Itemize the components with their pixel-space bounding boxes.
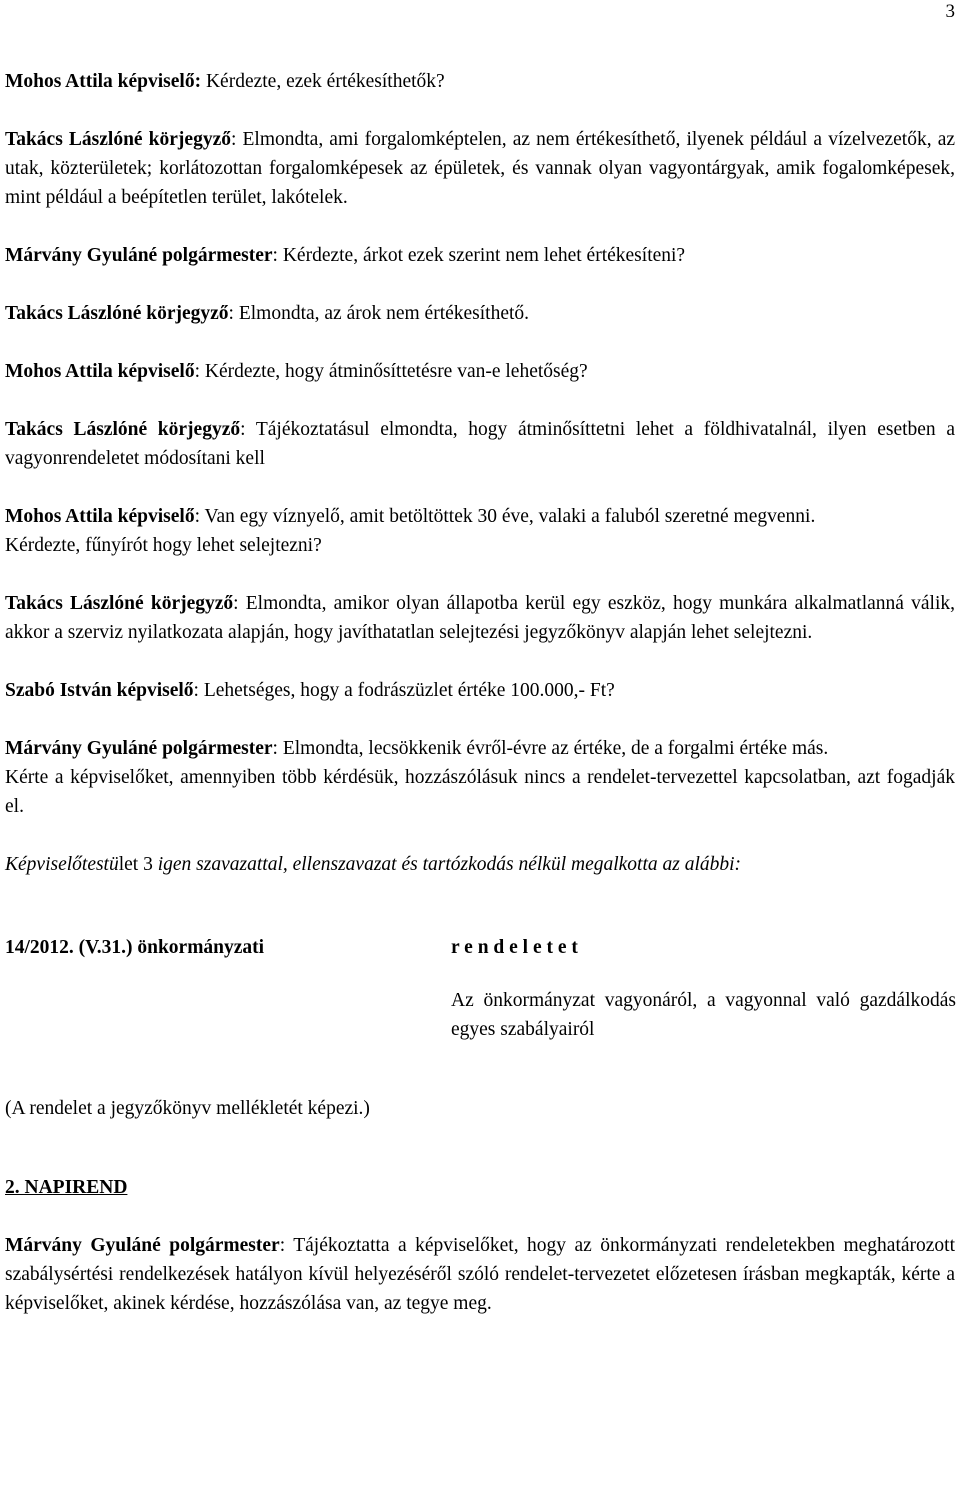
statement: : Kérdezte, hogy átminősíttetésre van-e lehetőség? (194, 361, 588, 382)
statement: : Elmondta, az árok nem értékesíthető. (228, 303, 530, 324)
speaker: Márvány Gyuláné polgármester (5, 738, 273, 759)
paragraph-1 (5, 67, 955, 96)
statement: : Kérdezte, árkot ezek szerint nem lehet értékesíteni? (272, 245, 686, 266)
statement: : Elmondta, lecsökkenik évről-évre az értéke, de a forgalmi értéke más. (272, 738, 829, 759)
speaker: Márvány Gyuláné polgármester (5, 245, 273, 266)
resolution-part-2: let 3 (118, 854, 158, 875)
paragraph-8 (5, 589, 955, 647)
decree-heading (5, 933, 955, 962)
page-number: 3 (945, 1, 955, 22)
statement: : Van egy víznyelő, amit betöltöttek 30 éve, valaki a faluból szeretné megvenni. (194, 506, 816, 527)
statement: : Tájékoztatásul elmondta, hogy átminősíttetni lehet a földhivatalnál, ilyen esetben a vagyonrendeletet módosítani kell (5, 419, 956, 469)
speaker: Takács Lászlóné körjegyző (5, 303, 229, 324)
paragraph-7 (5, 502, 955, 531)
decree-number: 14/2012. (V.31.) önkormányzati (5, 937, 265, 958)
final-paragraph (5, 1231, 955, 1318)
paragraph-2 (5, 125, 955, 212)
paragraph-5 (5, 357, 955, 386)
decree-title: Az önkormányzat vagyonáról, a vagyonnal való gazdálkodás egyes szabályairól (451, 990, 956, 1040)
statement: : Lehetséges, hogy a fodrászüzlet értéke 100.000,- Ft? (193, 680, 615, 701)
statement: Kérdezte, ezek értékesíthetők? (201, 71, 445, 92)
paragraph-9 (5, 676, 955, 705)
decree-keyword: r e n d e l e t e t (451, 937, 578, 958)
statement: : Elmondta, amikor olyan állapotba kerül egy eszköz, hogy munkára alkalmatlanná válik, akkor a szerviz nyilatkozata alapján, hogy javíthatatlan selejtezési jegyzőkönyv alapján lehet selejtezni. (5, 593, 955, 643)
speaker: Takács Lászlóné körjegyző (5, 419, 241, 440)
speaker: Takács Lászlóné körjegyző (5, 593, 234, 614)
section-heading: 2. NAPIREND (5, 1177, 128, 1198)
speaker: Szabó István képviselő (5, 680, 194, 701)
speaker: Márvány Gyuláné polgármester (5, 1235, 280, 1256)
annex-note: (A rendelet a jegyzőkönyv mellékletét képezi.) (5, 1098, 370, 1119)
resolution-part-3: igen szavazattal, ellenszavazat és tartózkodás nélkül megalkotta az alábbi: (157, 854, 742, 875)
speaker: Takács Lászlóné körjegyző (5, 129, 231, 150)
resolution-statement (5, 850, 955, 879)
paragraph-4 (5, 299, 955, 328)
paragraph-3 (5, 241, 955, 270)
paragraph-10 (5, 734, 955, 763)
speaker: Mohos Attila képviselő (5, 361, 195, 382)
document-body (5, 67, 955, 1318)
paragraph-6 (5, 415, 955, 473)
resolution-part-1: Képviselőtestü (5, 854, 119, 875)
statement: : Elmondta, ami forgalomképtelen, az nem értékesíthető, ilyenek például a vízelvezetők, az utak, közterületek; korlátozottan forgalomképesek az épületek, és vannak olyan vagyontárgyak, amik fogalomképesek, mint például a beépítetlen terület, lakótelek. (5, 129, 955, 208)
statement: : Tájékoztatta a képviselőket, hogy az önkormányzati rendeletekben meghatározott szabálysértési rendelkezések hatályon kívül helyezéséről szóló rendelet-tervezetet előzetesen írásban megkapták, kérte a képviselőket, akinek kérdése, hozzászólása van, az tegye meg. (5, 1235, 955, 1314)
paragraph-7-extra: Kérdezte, fűnyírót hogy lehet selejtezni? (5, 535, 322, 556)
speaker: Mohos Attila képviselő (5, 506, 195, 527)
paragraph-10-extra: Kérte a képviselőket, amennyiben több kérdésük, hozzászólásuk nincs a rendelet-tervezettel kapcsolatban, azt fogadják el. (5, 767, 955, 817)
speaker: Mohos Attila képviselő: (5, 71, 202, 92)
